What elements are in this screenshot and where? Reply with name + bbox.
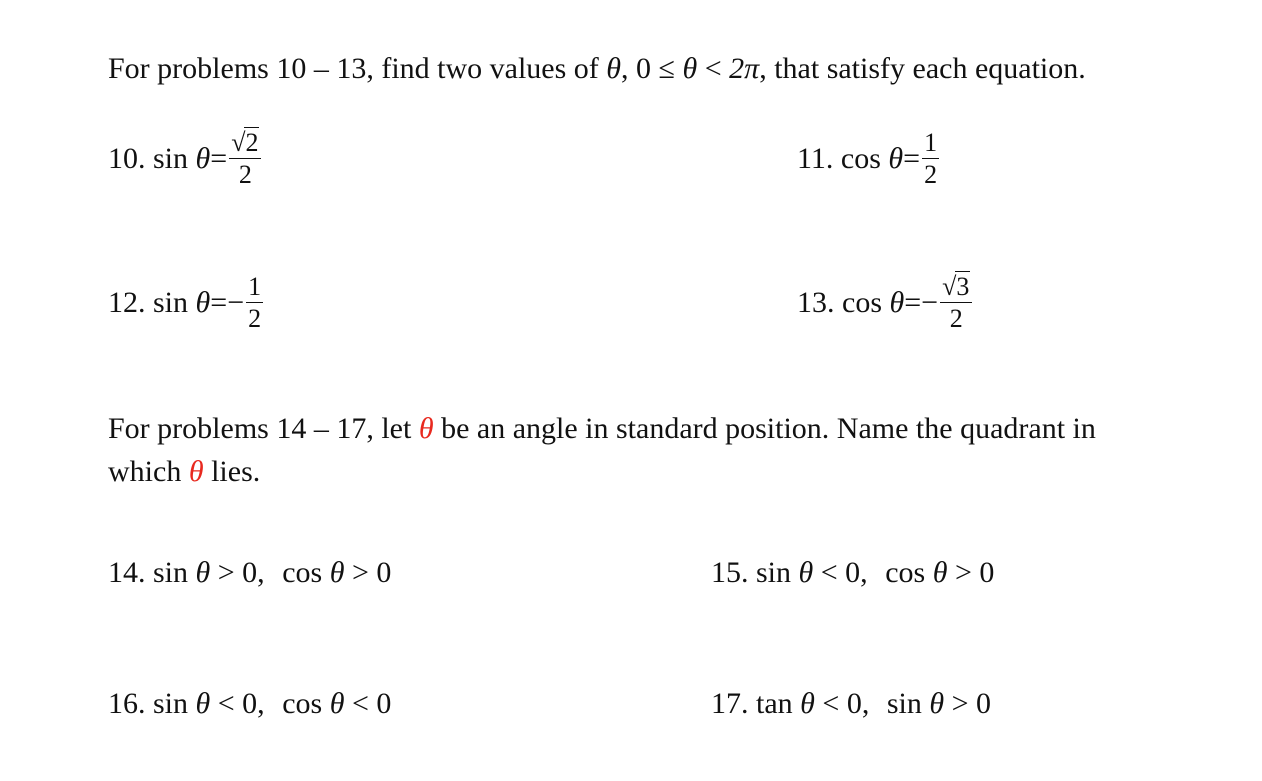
highlighted-theta: θ [418,412,434,445]
fraction: $\frac{1}{2}$ [924,128,938,189]
section2-instructions-line2: which θ lies. [108,455,261,488]
problem-13: 13. cos θ=− $\frac{√3}{2}$ [797,274,974,332]
problem-number: 16. [108,687,146,720]
problem-number: 11. [797,142,834,175]
problem-number: 17. [711,687,749,720]
highlighted-theta: θ [188,455,204,488]
problem-10: 10. sin θ= $\frac{√2}{2}$ [108,130,263,188]
problem-12: 12. sin θ=− $\frac{1}{2}$ [108,272,262,333]
trig-function: sin [153,286,189,319]
problem-number: 12. [108,286,146,319]
section2-instructions-line1: For problems 14 – 17, let θ be an angle in standard position. Name the quadrant in [108,412,1096,445]
problem-number: 10. [108,142,146,175]
problem-number: 13. [797,286,835,319]
fraction: $\frac{√2}{2}$ [229,130,261,188]
problem-17: 17. tan θ < 0, sin θ > 0 [711,687,992,720]
problem-number: 14. [108,556,146,589]
section1-instructions: For problems 10 – 13, find two values of θ, 0 ≤ θ < 2π, that satisfy each equation. [108,52,1086,85]
fraction: $\frac{√3}{2}$ [940,274,972,332]
problem-11: 11. cos θ= $\frac{1}{2}$ [797,128,938,189]
fraction: $\frac{1}{2}$ [248,272,262,333]
trig-function: cos [840,142,881,175]
trig-function: sin [153,142,189,175]
problem-14: 14. sin θ > 0, cos θ > 0 [108,556,392,589]
trig-function: cos [842,286,882,319]
problem-15: 15. sin θ < 0, cos θ > 0 [711,556,995,589]
problem-number: 15. [711,556,749,589]
problem-16: 16. sin θ < 0, cos θ < 0 [108,687,392,720]
